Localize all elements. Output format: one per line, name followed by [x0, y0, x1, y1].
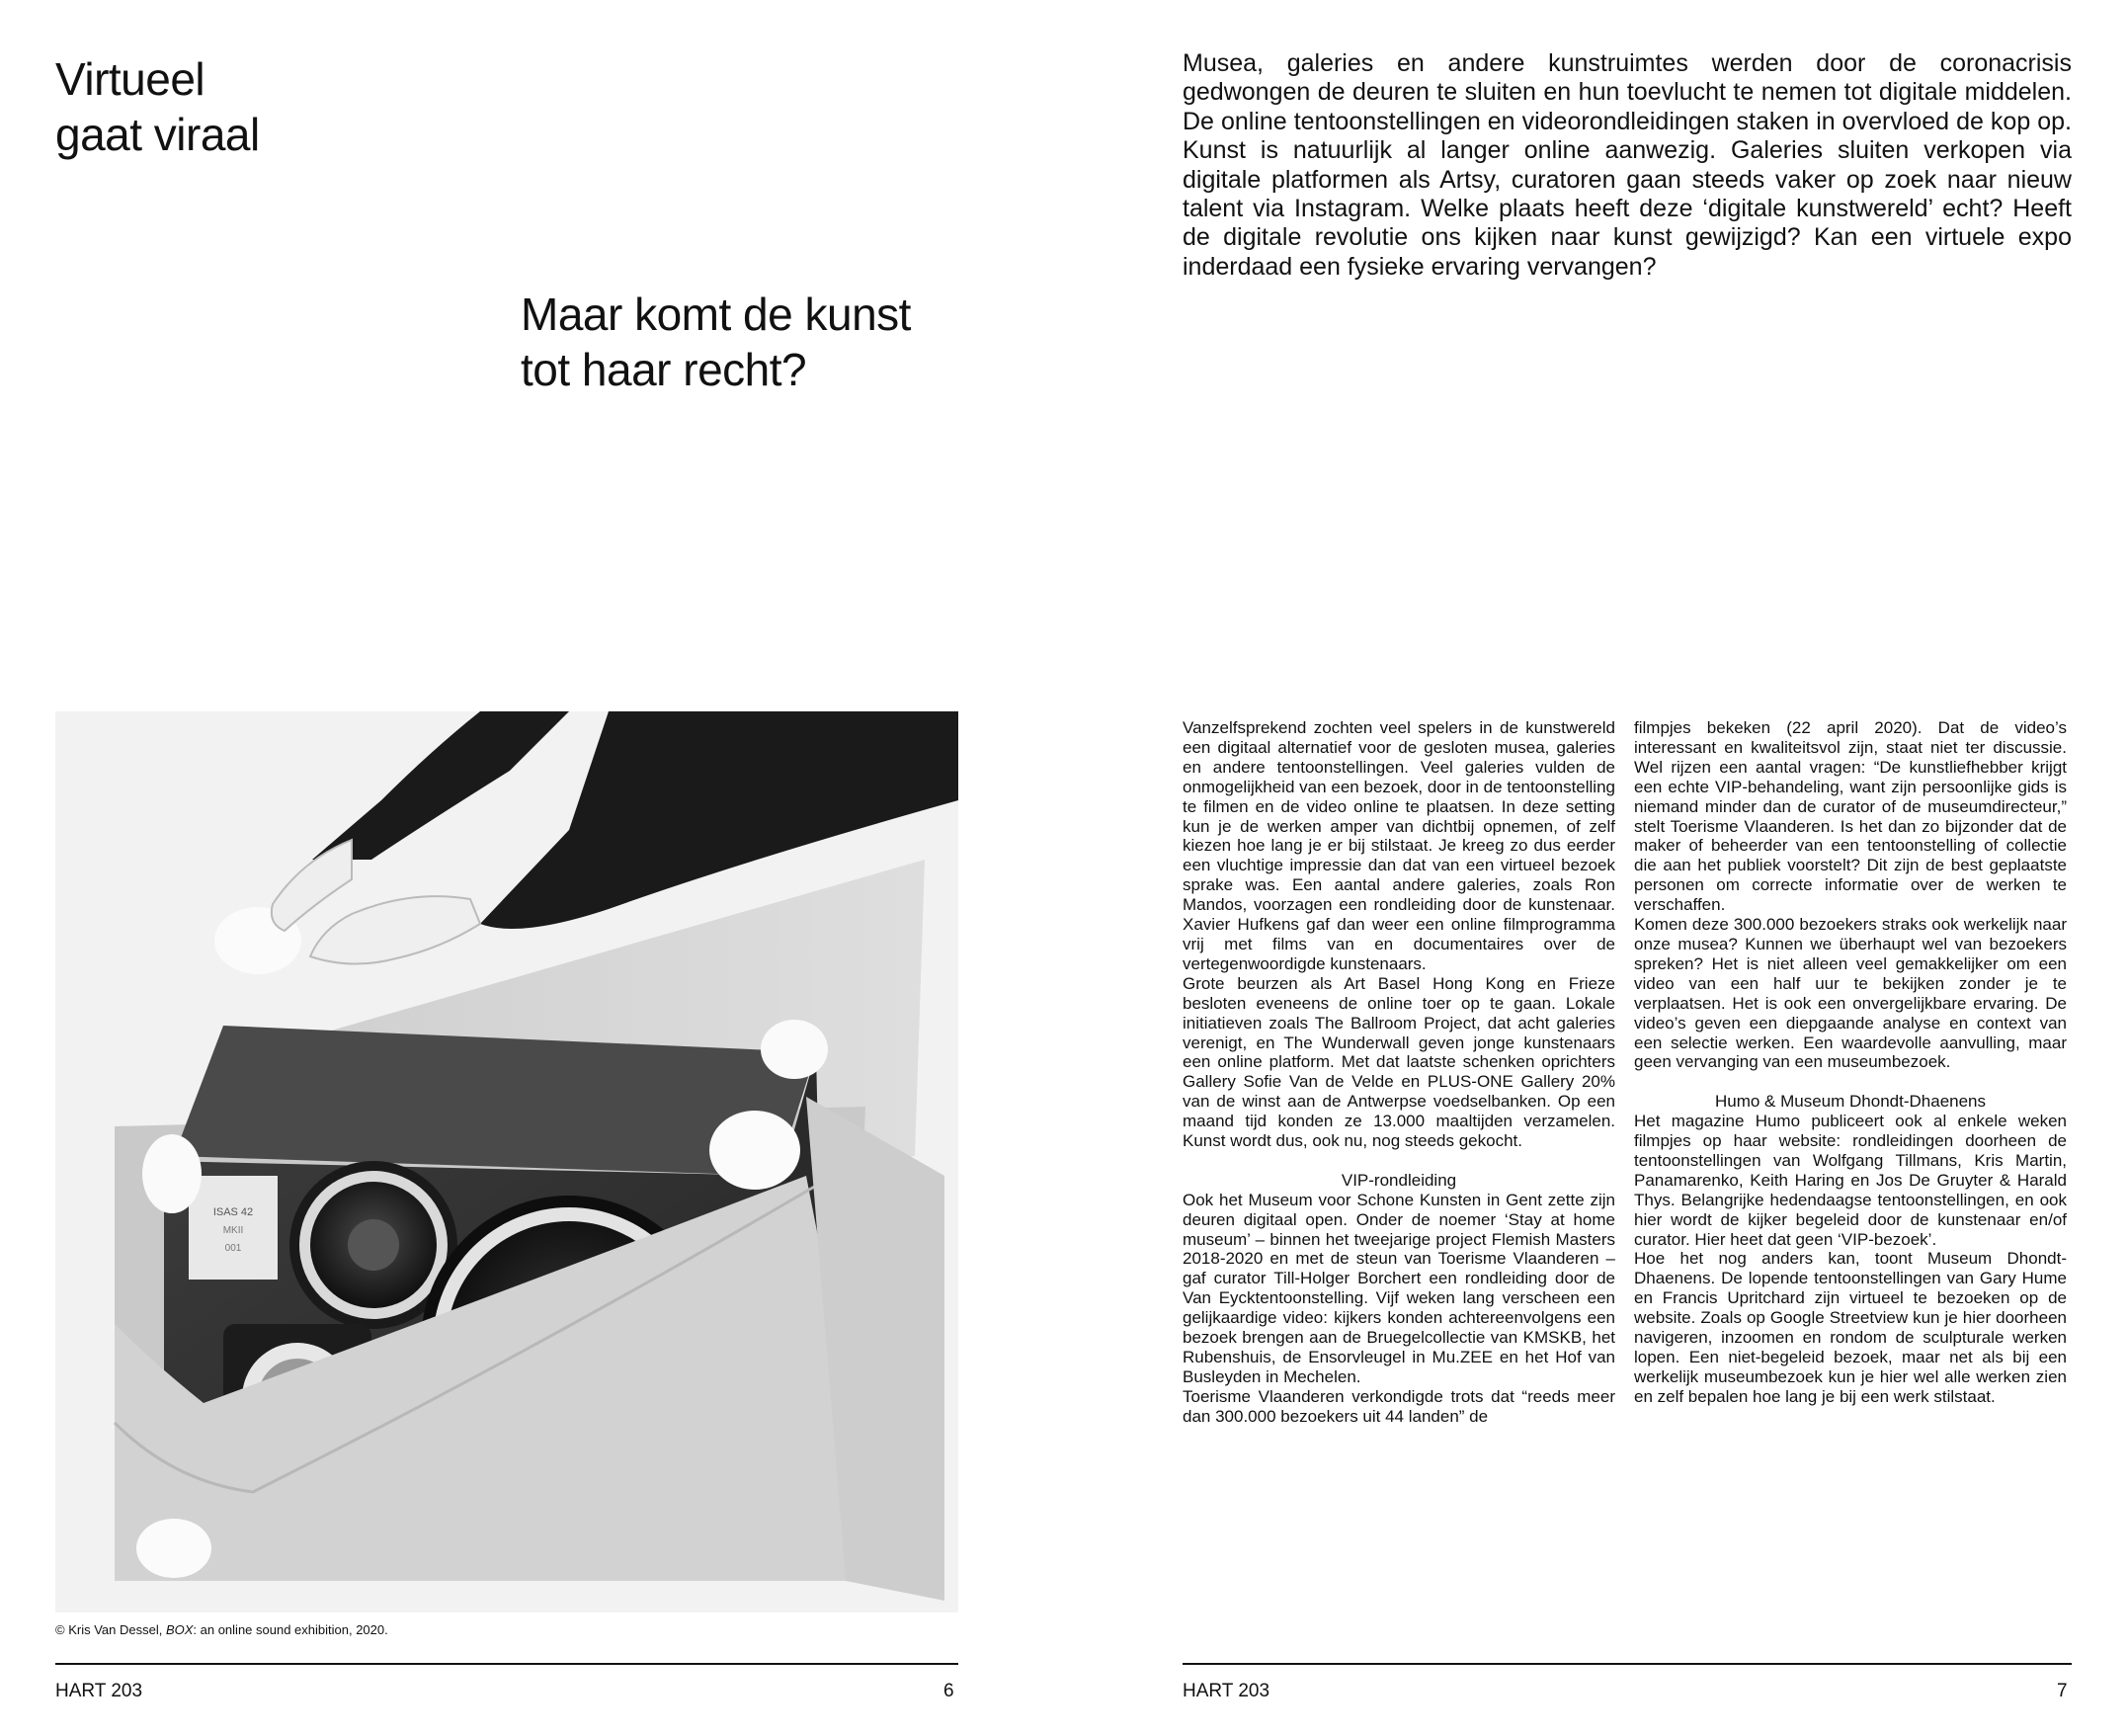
footer-magazine-name: HART 203	[55, 1681, 143, 1701]
body-paragraph: filmpjes bekeken (22 april 2020). Dat de video’s interessant en kwaliteitsvol zijn, staat niet ter discussie. Wel rijzen een aantal vragen: “De kunstliefhebber krijgt een echte VIP-behandeling, want zijn persoonlijke gids is niemand minder dan de curator of de museumdirecteur,” stelt Toerisme Vlaanderen. Is het dan zo bijzonder dat de maker of beheerder van een tentoonstelling of collectie die aan het publiek voorstelt? Dit zijn de best geplaatste personen om correcte informatie over de werken te verschaffen.	[1634, 718, 2067, 915]
speaker-box-photo	[55, 711, 958, 1612]
speaker-label-text: MKII	[222, 1225, 244, 1236]
speaker-label-text: 001	[224, 1243, 242, 1254]
body-column-2	[1634, 718, 2067, 1407]
body-paragraph: Hoe het nog anders kan, toont Museum Dhondt-Dhaenens. De lopende tentoonstellingen van Gary Hume en Francis Upritchard zijn virtueel te bezoeken op de website. Zoals op Google Streetview kun je hier doorheen navigeren, inzoomen en rondom de sculpturale werken lopen. Een niet-begeleid bezoek, maar net als bij een werkelijk museumbezoek kun je hier wel alle werken zien en zelf bepalen hoe lang je bij een werk stilstaat.	[1634, 1249, 2067, 1406]
page-number: 6	[943, 1681, 954, 1701]
paragraph-spacer	[1634, 1072, 2067, 1092]
right-page	[1064, 0, 2128, 1736]
article-title-line: Virtueel	[55, 53, 205, 105]
article-intro: Musea, galeries en andere kunstruimtes werden door de coronacrisis gedwongen de deuren te sluiten en hun toevlucht te nemen tot digitale middelen. De online tentoonstellingen en videorondleidingen staken in overvloed de kop op. Kunst is natuurlijk al langer online aanwezig. Galeries sluiten verkopen via digitale platformen als Artsy, curatoren gaan steeds vaker op zoek naar nieuw talent via Instagram. Welke plaats heeft deze ‘digitale kunstwereld’ echt? Heeft de digitale revolutie ons kijken naar kunst gewijzigd? Kan een virtuele expo inderdaad een fysieke ervaring vervangen?	[1183, 49, 2072, 281]
footer-rule	[1183, 1663, 2072, 1665]
photo-caption-prefix: © Kris Van Dessel,	[55, 1622, 166, 1637]
section-heading: VIP-rondleiding	[1341, 1170, 1457, 1190]
body-paragraph: Grote beurzen als Art Basel Hong Kong en Frieze besloten eveneens de online toer op te gaan. Lokale initiatieven zoals The Ballroom Project, dat acht galeries verenigt, en The Wunderwall geven jonge kunstenaars een online platform. Met dat laatste schenken oprichters Gallery Sofie Van de Velde en PLUS-ONE Gallery 20% van de winst aan de Antwerpse voedselbanken. Op een maand tijd konden ze 13.000 maaltijden verzamelen. Kunst wordt dus, ook nu, nog steeds gekocht.	[1183, 973, 1615, 1151]
body-paragraph: Vanzelfsprekend zochten veel spelers in de kunstwereld een digitaal alternatief voor de gesloten musea, galeries en andere tentoonstellingen. Veel galeries vulden de onmogelijkheid van een bezoek, door in de tentoonstelling te filmen en de video online te plaatsen. In deze setting kun je de werken amper van dichtbij opnemen, of zelf kiezen hoe lang je er bij stilstaat. Je kreeg zo dus eerder een vluchtige impressie dan dat van een virtueel bezoek sprake was. Een aantal andere galeries, zoals Ron Mandos, voorzagen een rondleiding door de kunstenaar. Xavier Hufkens gaf dan weer een online filmprogramma vrij met films van en documentaires over de vertegenwoordigde kunstenaars.	[1183, 718, 1615, 973]
page-number: 7	[2057, 1681, 2068, 1701]
article-subtitle-line: Maar komt de kunst	[521, 289, 911, 340]
footer-rule	[55, 1663, 958, 1665]
article-subtitle-line: tot haar recht?	[521, 344, 807, 395]
photo-caption-suffix: : an online sound exhibition, 2020.	[193, 1622, 388, 1637]
body-paragraph: Ook het Museum voor Schone Kunsten in Gent zette zijn deuren digitaal open. Onder de noemer ‘Stay at home museum’ – binnen het tweejarige project Flemish Masters 2018-2020 en met de steun van Toerisme Vlaanderen – gaf curator Till-Holger Borchert een rondleiding door de Van Eycktentoonstelling. Vijf weken lang verscheen een gelijkaardige video: kijkers konden achtereenvolgens een bezoek brengen aan de Bruegelcollectie van KMSKB, het Rubenshuis, de Ensorvleugel in Mu.ZEE en het Hof van Busleyden in Mechelen.	[1183, 1190, 1615, 1386]
photo-caption-work-title: BOX	[165, 1622, 194, 1637]
body-column-1	[1183, 718, 1615, 1427]
article-title-line: gaat viraal	[55, 109, 260, 160]
photo-caption	[55, 1621, 388, 1639]
body-paragraph: Het magazine Humo publiceert ook al enkele weken filmpjes op haar website: rondleidingen doorheen de tentoonstellingen van Wolfgang Tillmans, Kris Martin, Panamarenko, Keith Haring en Jos De Gruyter & Harald Thys. Belangrijke hedendaagse tentoonstellingen, en ook hier wordt de kijker begeleid door de kunstenaar en/of curator. Hier heet dat geen ‘VIP-bezoek’.	[1634, 1112, 2067, 1249]
footer-magazine-name: HART 203	[1183, 1681, 1270, 1701]
article-title	[55, 51, 260, 162]
article-subtitle	[521, 287, 911, 397]
body-paragraph: Komen deze 300.000 bezoekers straks ook werkelijk naar onze musea? Kunnen we überhaupt wel van bezoekers spreken? Het is niet alleen veel gemakkelijker om een video van een half uur te bekijken zonder je te verplaatsen. Het is ook een onvergelijkbare ervaring. De video’s geven een diepgaande analyse en context van een selectie werken. Een waardevolle aanvulling, maar geen vervanging van een museumbezoek.	[1634, 915, 2067, 1072]
paragraph-spacer	[1183, 1151, 1615, 1171]
speaker-label-text: ISAS 42	[212, 1206, 254, 1218]
body-paragraph: Toerisme Vlaanderen verkondigde trots dat “reeds meer dan 300.000 bezoekers uit 44 landen” de	[1183, 1386, 1615, 1426]
speaker-box-illustration	[55, 711, 958, 1612]
section-heading: Humo & Museum Dhondt-Dhaenens	[1714, 1092, 1987, 1112]
